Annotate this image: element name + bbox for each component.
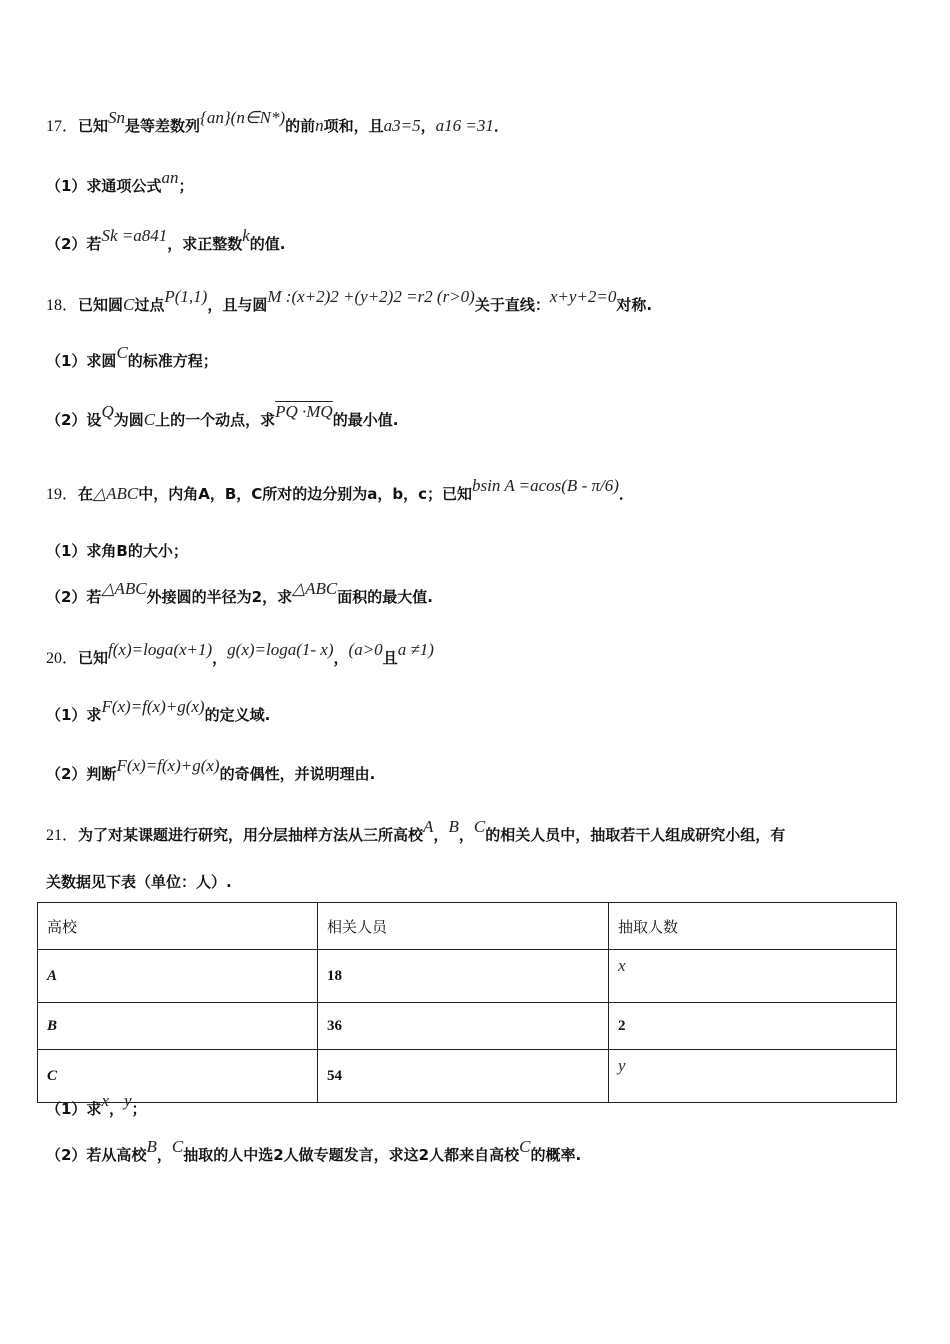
formula-an-sequence: {an}: [200, 108, 231, 127]
formula-n-domain: (n∈N*): [230, 108, 286, 127]
formula-f: f(x)=loga(x+1): [108, 640, 213, 659]
formula-F: F(x)=f(x)+g(x): [101, 697, 205, 716]
table-header: 相关人员: [318, 903, 609, 950]
q18-stem: 18．已知圆C过点P(1,1)，且与圆M :(x+2)2 +(y+2)2 =r2 (r>0)关于直线：x+y+2=0对称.: [46, 287, 653, 314]
formula-sk: Sk =a841: [101, 226, 168, 245]
table-row: [38, 950, 897, 1003]
table-header: 抽取人数: [609, 903, 897, 950]
formula-F-2: F(x)=f(x)+g(x): [116, 756, 220, 775]
data-table: [37, 902, 897, 1103]
q18-part1: （1）求圆C的标准方程；: [46, 343, 218, 370]
formula-a16: a16 =31: [435, 116, 494, 135]
table-cell: y: [609, 1050, 897, 1103]
q17-stem: 17．已知Sn是等差数列{an}(n∈N*)的前n项和，且a3=5，a16 =31．: [46, 108, 509, 135]
q19-part1: （1）求角B的大小；: [46, 542, 188, 560]
formula-vector-product: PQ ·MQ: [275, 402, 333, 421]
table-cell: 54: [318, 1050, 609, 1103]
table-row: [38, 1003, 897, 1050]
formula-g: g(x)=loga(1- x): [227, 640, 334, 659]
table-cell: x: [609, 950, 897, 1003]
table-cell: 36: [318, 1003, 609, 1050]
q17-part1: （1）求通项公式an；: [46, 168, 194, 195]
table-row: [38, 1050, 897, 1103]
q20-part1: （1）求F(x)=f(x)+g(x)的定义域.: [46, 697, 271, 724]
q19-part2: （2）若△ABC外接圆的半径为2，求△ABC面积的最大值.: [46, 579, 433, 606]
formula-an: an: [161, 168, 179, 187]
q19-stem: 19．在△ABC中，内角A，B，C所对的边分别为a，b，c；已知bsin A =acos(B - π/6)．: [46, 476, 634, 503]
table-cell: 2: [609, 1003, 897, 1050]
q21-stem: 21．为了对某课题进行研究，用分层抽样方法从三所高校A，B，C的相关人员中，抽取若干人组成研究小组，有: [46, 817, 786, 844]
q18-part2: （2）设Q为圆C上的一个动点，求PQ ·MQ的最小值.: [46, 402, 399, 429]
formula-point-p: P(1,1): [164, 287, 208, 306]
formula-sine-relation: bsin A =acos(B - π/6): [472, 476, 619, 495]
q21-stem-line2: 关数据见下表（单位：人）.: [46, 873, 232, 891]
table-cell: 18: [318, 950, 609, 1003]
q21-part2: （2）若从高校B，C抽取的人中选2人做专题发言，求这2人都来自高校C的概率.: [46, 1137, 582, 1164]
table-header-row: [38, 903, 897, 950]
formula-sn: Sn: [108, 108, 126, 127]
formula-circle-m: M :(x+2)2 +(y+2)2 =r2 (r>0): [267, 287, 475, 306]
formula-a3: a3=5: [383, 116, 421, 135]
q21-part1: （1）求x，y；: [46, 1091, 147, 1118]
q20-part2: （2）判断F(x)=f(x)+g(x)的奇偶性，并说明理由.: [46, 756, 376, 783]
q17-part2: （2）若Sk =a841，求正整数k的值.: [46, 226, 286, 253]
formula-line: x+y+2=0: [549, 287, 617, 306]
table-header: 高校: [38, 903, 318, 950]
q20-stem: 20．已知f(x)=loga(x+1)，g(x)=loga(1- x)，(a>0且a ≠1): [46, 640, 434, 667]
table-cell: B: [38, 1003, 318, 1050]
table-cell: C: [38, 1050, 318, 1103]
table-cell: A: [38, 950, 318, 1003]
formula-triangle: △ABC: [93, 484, 139, 503]
